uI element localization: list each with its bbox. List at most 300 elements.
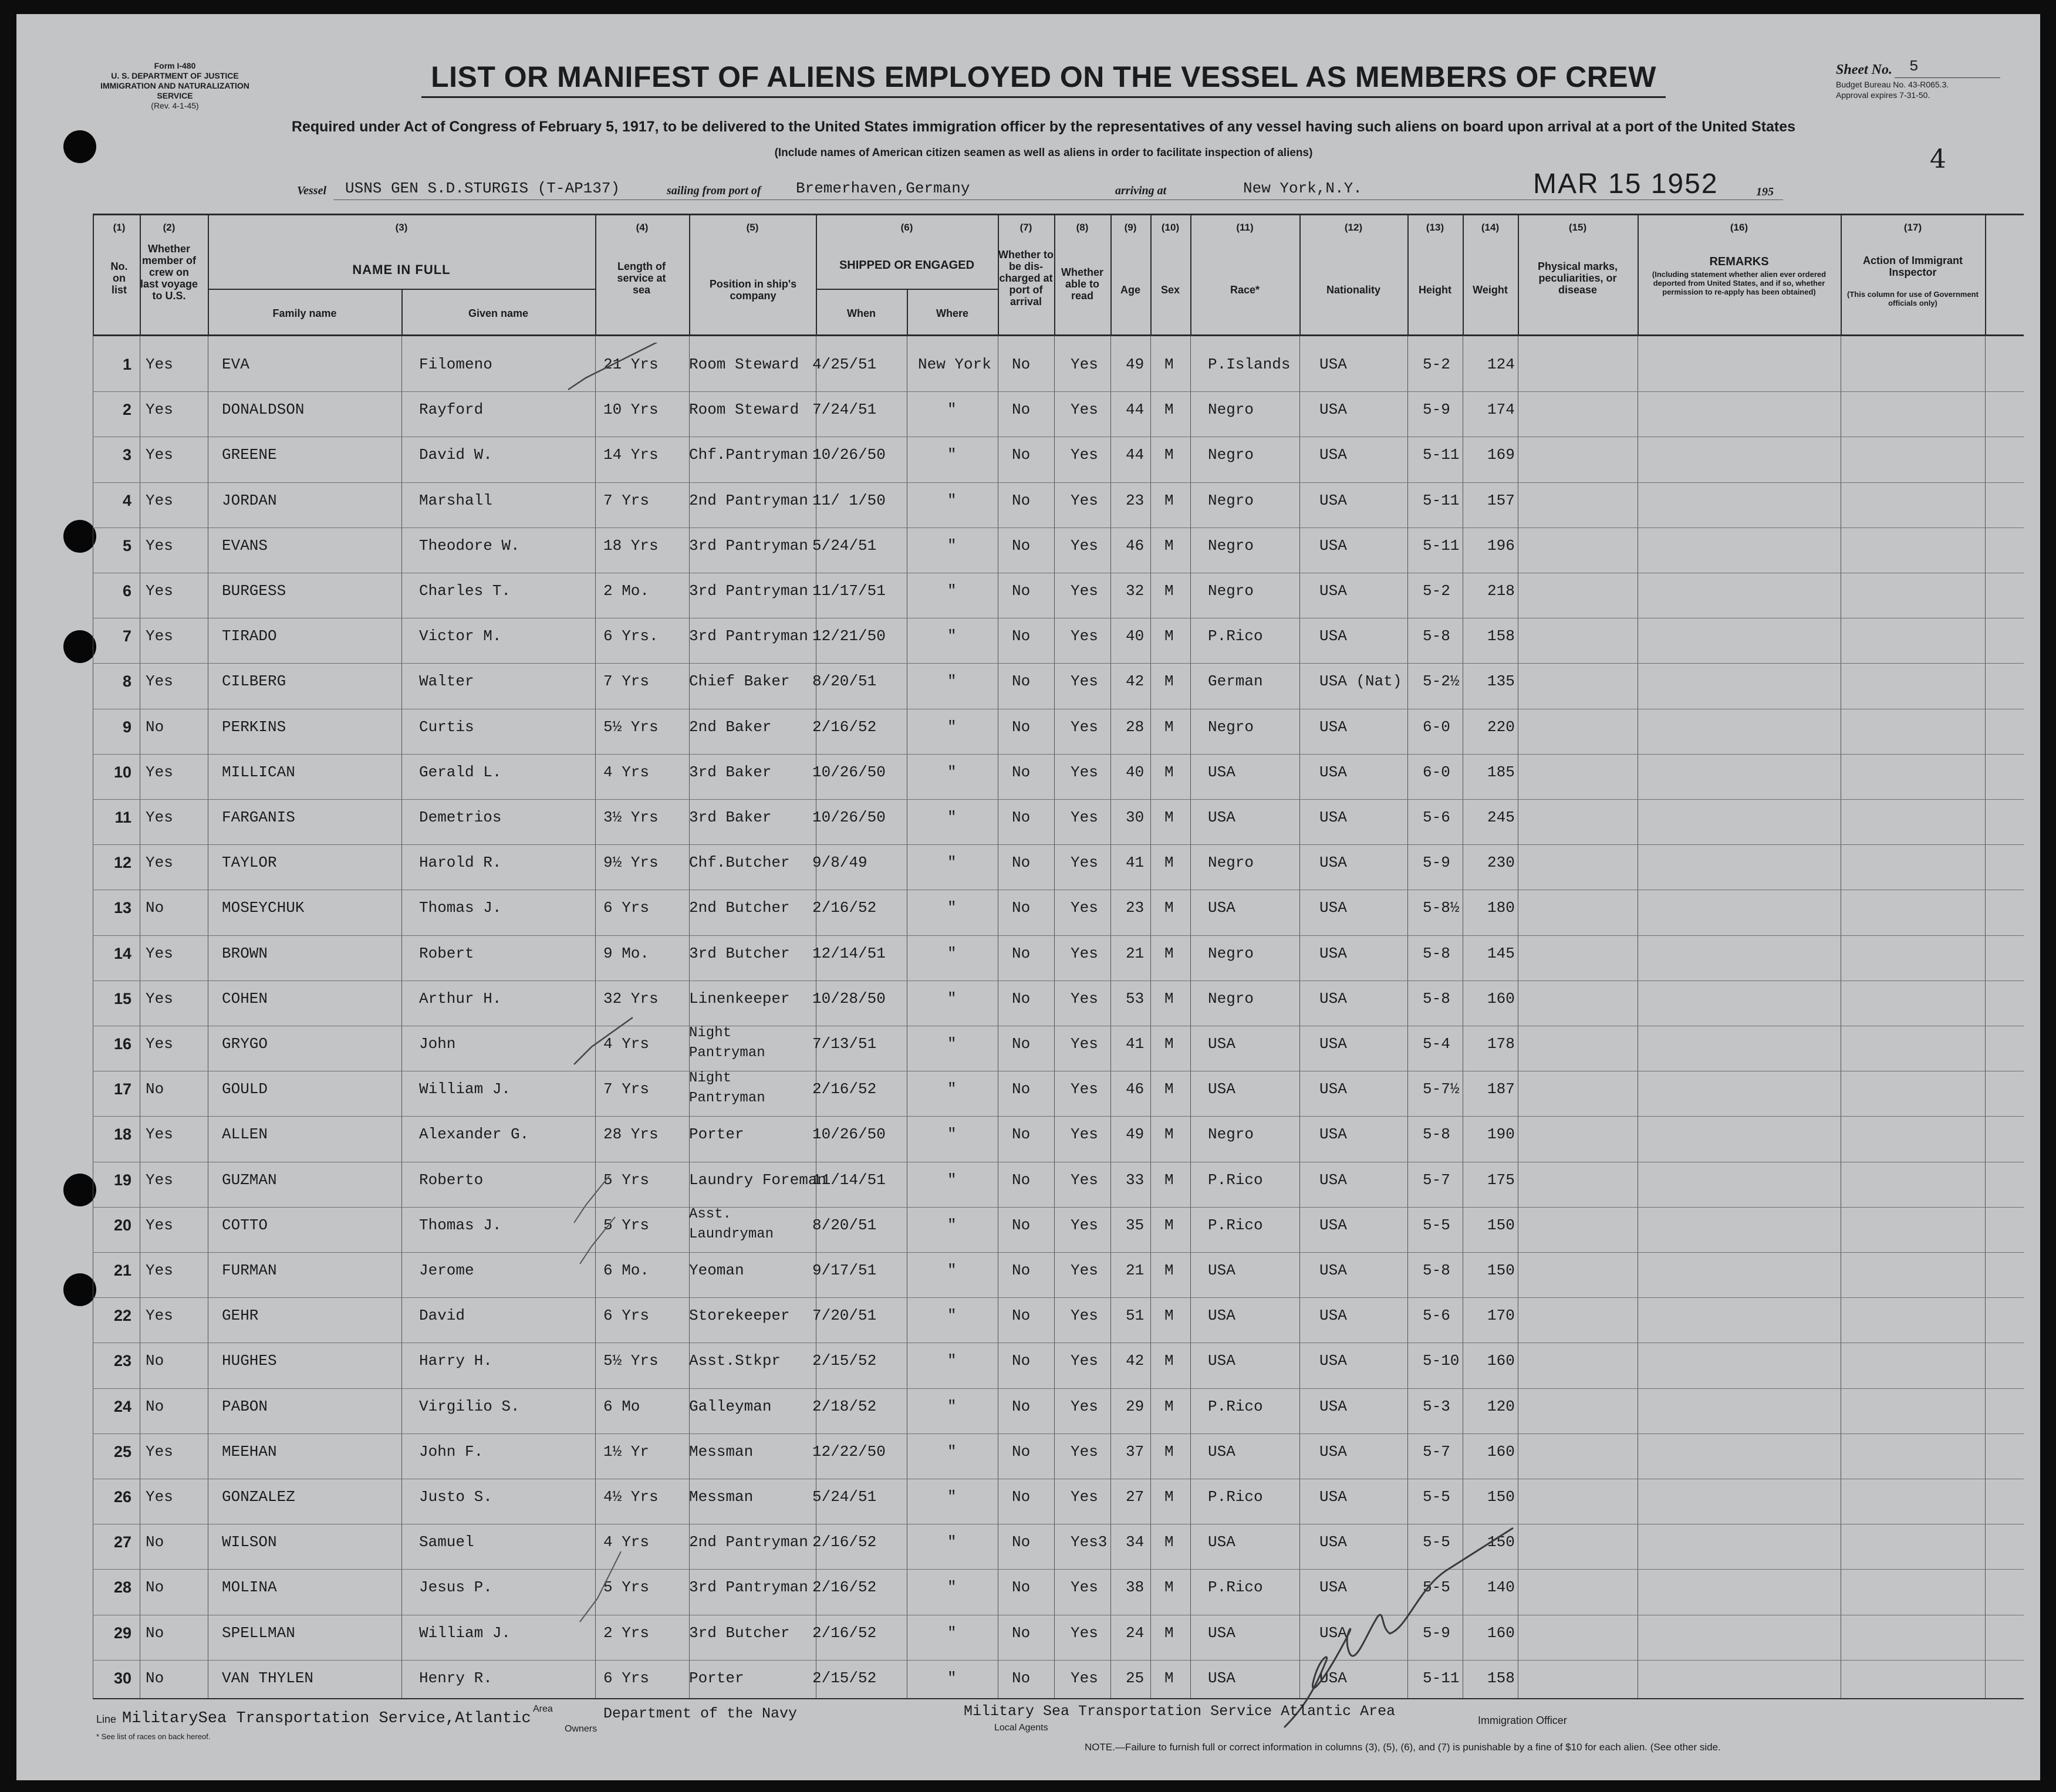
cell-discharged: No [1012,672,1031,691]
arriving-port: New York,N.Y. [1243,180,1362,197]
cell-shipped-where: " [947,582,957,600]
manifest-sheet [16,14,2040,1780]
punch-hole [63,130,96,163]
cell-age: 21 [1126,1262,1145,1279]
cell-prev-voyage: Yes [146,1488,173,1506]
col-12-number: (12) [1344,222,1363,233]
races-footnote: * See list of races on back hereof. [96,1732,211,1741]
cell-prev-voyage: Yes [146,536,173,554]
cell-race: USA [1208,1624,1235,1642]
corner-mark: 4 [1930,144,1946,174]
cell-age: 28 [1126,718,1145,736]
cell-age: 37 [1126,1442,1145,1460]
cell-row-number: 4 [122,491,131,509]
cell-discharged: No [1012,582,1031,600]
cell-prev-voyage: Yes [146,1442,173,1460]
cell-prev-voyage: Yes [146,989,173,1007]
cell-height: 5-7 [1423,1442,1450,1460]
cell-given-name: Jesus P. [419,1578,492,1597]
cell-shipped-when: 12/22/50 [812,1442,886,1460]
cell-age: 34 [1126,1533,1145,1551]
cell-row-number: 6 [122,582,131,600]
column-divider-body [401,336,402,1698]
cell-age: 23 [1126,899,1145,917]
cell-age: 51 [1126,1307,1145,1325]
cell-service-length: 32 Yrs [603,989,659,1007]
cell-shipped-when: 2/16/52 [812,1533,877,1551]
line-value: MilitarySea Transportation Service,Atlantic [122,1710,531,1727]
cell-age: 41 [1126,1035,1145,1053]
cell-weight: 196 [1487,536,1515,554]
cell-shipped-where: " [947,1442,957,1460]
cell-service-length: 6 Yrs [603,1669,650,1687]
cell-family-name: MOSEYCHUK [222,899,305,917]
cell-height: 5-7½ [1423,1080,1460,1098]
cell-position: 3rd Pantryman [689,582,808,600]
cell-sex: M [1164,899,1174,917]
cell-nationality: USA [1319,718,1347,736]
cell-given-name: Rayford [419,401,484,419]
cell-family-name: BURGESS [222,582,286,600]
cell-shipped-where: " [947,1488,957,1506]
cell-height: 5-8 [1423,1262,1450,1279]
cell-able-to-read: Yes [1071,763,1098,781]
row-divider [93,1660,2024,1661]
cell-able-to-read: Yes [1071,1442,1098,1460]
cell-family-name: TIRADO [222,627,277,645]
cell-weight: 230 [1487,854,1515,872]
cell-given-name: Filomeno [419,356,492,373]
cell-race: P.Rico [1208,1216,1263,1234]
col-13-number: (13) [1426,222,1444,233]
row-divider [93,1207,2024,1208]
cell-family-name: PABON [222,1397,268,1415]
cell-able-to-read: Yes [1071,1397,1098,1415]
cell-nationality: USA [1319,1080,1347,1098]
cell-family-name: TAYLOR [222,854,277,872]
cell-age: 25 [1126,1669,1145,1687]
cell-height: 6-0 [1423,718,1450,736]
cell-shipped-when: 5/24/51 [812,1488,877,1506]
cell-nationality: USA [1319,491,1347,509]
column-divider-body [1985,336,1986,1698]
cell-service-length: 10 Yrs [603,401,659,419]
cell-given-name: Harry H. [419,1352,492,1370]
cell-height: 5-4 [1423,1035,1450,1053]
cell-discharged: No [1012,809,1031,826]
cell-discharged: No [1012,718,1031,736]
cell-position: Yeoman [689,1262,744,1279]
cell-height: 5-2½ [1423,672,1460,691]
cell-family-name: GUZMAN [222,1171,277,1189]
cell-prev-voyage: Yes [146,1216,173,1234]
col-14-header: Weight [1473,284,1508,296]
cell-discharged: No [1012,1669,1031,1687]
cell-service-length: 14 Yrs [603,446,659,464]
cell-weight: 135 [1487,672,1515,691]
cell-position: Room Steward [689,401,799,419]
cell-service-length: 2 Mo. [603,582,650,600]
cell-able-to-read: Yes [1071,1035,1098,1053]
cell-prev-voyage: Yes [146,627,173,645]
department-name: U. S. DEPARTMENT OF JUSTICE [111,71,239,80]
col-8-number: (8) [1076,222,1089,233]
cell-service-length: 4½ Yrs [603,1488,659,1506]
cell-sex: M [1164,763,1174,781]
owners-value: Department of the Navy [603,1705,798,1722]
cell-discharged: No [1012,401,1031,419]
cell-shipped-when: 7/20/51 [812,1307,877,1325]
cell-discharged: No [1012,989,1031,1007]
cell-height: 5-5 [1423,1533,1450,1551]
cell-shipped-where: " [947,944,957,962]
cell-row-number: 26 [113,1488,131,1506]
cell-age: 42 [1126,672,1145,691]
budget-bureau-number: Budget Bureau No. 43-R065.3. [1836,80,1949,89]
cell-given-name: John [419,1035,456,1053]
cell-given-name: Virgilio S. [419,1397,520,1415]
col-4-number: (4) [636,222,649,233]
row-divider [93,1252,2024,1253]
cell-race: USA [1208,1307,1235,1325]
cell-family-name: FARGANIS [222,809,295,826]
col-16-note: (Including statement whether alien ever ordered deported from United States, and if so, whether permission to re-apply has been obtained) [1652,270,1827,296]
cell-discharged: No [1012,763,1031,781]
cell-height: 6-0 [1423,763,1450,781]
cell-discharged: No [1012,356,1031,373]
cell-discharged: No [1012,536,1031,554]
cell-given-name: Jerome [419,1262,474,1279]
cell-race: USA [1208,763,1235,781]
col-3a-header: Family name [272,307,337,319]
cell-discharged: No [1012,854,1031,872]
cell-discharged: No [1012,1262,1031,1279]
cell-weight: 160 [1487,989,1515,1007]
col-9-number: (9) [1124,222,1137,233]
cell-height: 5-9 [1423,401,1450,419]
cell-family-name: MOLINA [222,1578,277,1597]
cell-weight: 124 [1487,356,1515,373]
col-3b-header: Given name [468,307,529,319]
cell-shipped-where: " [947,491,957,509]
cell-shipped-when: 2/16/52 [812,718,877,736]
cell-row-number: 29 [113,1624,131,1642]
cell-race: Negro [1208,536,1254,554]
cell-age: 35 [1126,1216,1145,1234]
sheet-number-underline [1895,77,2000,78]
col-7-number: (7) [1019,222,1032,233]
cell-row-number: 25 [113,1442,131,1460]
row-divider [93,663,2024,664]
col-11-number: (11) [1236,222,1254,233]
cell-nationality: USA [1319,1307,1347,1325]
approval-expiry: Approval expires 7-31-50. [1836,90,1930,100]
cell-row-number: 19 [113,1171,131,1189]
cell-height: 5-8 [1423,627,1450,645]
cell-family-name: MEEHAN [222,1442,277,1460]
cell-age: 46 [1126,1080,1145,1098]
cell-height: 5-8 [1423,989,1450,1007]
vessel-name: USNS GEN S.D.STURGIS (T-AP137) [345,180,620,197]
cell-shipped-when: 2/16/52 [812,1578,877,1597]
agents-label: Local Agents [994,1723,1048,1733]
cell-service-length: 6 Mo [603,1397,640,1415]
cell-sex: M [1164,1125,1174,1144]
cell-given-name: Harold R. [419,854,502,872]
cell-prev-voyage: No [146,1080,164,1098]
cell-row-number: 13 [113,899,131,917]
cell-shipped-when: 10/26/50 [812,446,886,464]
cell-family-name: VAN THYLEN [222,1669,314,1687]
cell-height: 5-11 [1423,446,1460,464]
cell-height: 5-7 [1423,1171,1450,1189]
cell-weight: 140 [1487,1578,1515,1597]
cell-able-to-read: Yes [1071,1669,1098,1687]
cell-able-to-read: Yes [1071,809,1098,826]
cell-age: 30 [1126,809,1145,826]
cell-able-to-read: Yes [1071,854,1098,872]
cell-race: P.Rico [1208,1488,1263,1506]
col-12-header: Nationality [1326,284,1380,296]
cell-shipped-when: 2/16/52 [812,899,877,917]
cell-shipped-when: 8/20/51 [812,1216,877,1234]
cell-weight: 157 [1487,491,1515,509]
cell-nationality: USA [1319,1669,1347,1687]
col-3-header: NAME IN FULL [352,262,451,277]
cell-height: 5-9 [1423,854,1450,872]
cell-shipped-when: 12/21/50 [812,627,886,645]
cell-discharged: No [1012,446,1031,464]
sailing-from-label: sailing from port of [667,184,761,197]
cell-position: Night Pantryman [689,1025,765,1061]
cell-able-to-read: Yes [1071,1624,1098,1642]
cell-given-name: Alexander G. [419,1125,529,1144]
punch-hole [63,630,96,663]
cell-service-length: 6 Yrs [603,899,650,917]
cell-height: 5-2 [1423,356,1450,373]
cell-nationality: USA [1319,809,1347,826]
cell-service-length: 6 Yrs. [603,627,659,645]
cell-race: USA [1208,1262,1235,1279]
cell-prev-voyage: Yes [146,1035,173,1053]
cell-race: P.Rico [1208,1397,1263,1415]
row-divider [93,799,2024,800]
cell-service-length: 5 Yrs [603,1578,650,1597]
cell-weight: 175 [1487,1171,1515,1189]
form-number: Form I-480 [154,61,196,70]
cell-prev-voyage: Yes [146,763,173,781]
cell-given-name: David [419,1307,465,1325]
cell-service-length: 5 Yrs [603,1216,650,1234]
row-divider [93,482,2024,483]
cell-row-number: 27 [113,1533,131,1551]
cell-nationality: USA [1319,854,1347,872]
cell-race: P.Rico [1208,1171,1263,1189]
cell-given-name: William J. [419,1080,511,1098]
cell-nationality: USA [1319,1533,1347,1551]
cell-able-to-read: Yes [1071,582,1098,600]
cell-sex: M [1164,1578,1174,1597]
cell-weight: 150 [1487,1262,1515,1279]
cell-row-number: 2 [122,401,131,419]
cell-prev-voyage: Yes [146,854,173,872]
cell-race: Negro [1208,582,1254,600]
cell-able-to-read: Yes [1071,491,1098,509]
cell-able-to-read: Yes [1071,356,1098,373]
cell-row-number: 14 [113,944,131,962]
cell-prev-voyage: Yes [146,809,173,826]
cell-age: 24 [1126,1624,1145,1642]
cell-prev-voyage: Yes [146,446,173,464]
cell-position: Night Pantryman [689,1070,765,1107]
cell-family-name: GOULD [222,1080,268,1098]
cell-shipped-where: " [947,1533,957,1551]
column-divider-body [1407,336,1408,1698]
cell-service-length: 4 Yrs [603,763,650,781]
cell-family-name: FURMAN [222,1262,277,1279]
cell-shipped-when: 12/14/51 [812,944,886,962]
cell-row-number: 30 [113,1669,131,1687]
row-divider [93,754,2024,755]
cell-age: 23 [1126,491,1145,509]
cell-able-to-read: Yes [1071,446,1098,464]
cell-shipped-when: 2/15/52 [812,1352,877,1370]
cell-discharged: No [1012,899,1031,917]
cell-row-number: 17 [113,1080,131,1098]
cell-nationality: USA [1319,1624,1347,1642]
cell-weight: 158 [1487,627,1515,645]
cell-given-name: Arthur H. [419,989,502,1007]
page-title: LIST OR MANIFEST OF ALIENS EMPLOYED ON THE VESSEL AS MEMBERS OF CREW [431,60,1656,93]
cell-row-number: 15 [113,989,131,1007]
cell-shipped-when: 11/14/51 [812,1171,886,1189]
row-divider [93,1433,2024,1434]
cell-given-name: Samuel [419,1533,474,1551]
col-5-header: Position in ship's company [709,278,797,302]
cell-family-name: EVANS [222,536,268,554]
cell-given-name: Thomas J. [419,899,502,917]
cell-row-number: 12 [113,854,131,872]
cell-sex: M [1164,491,1174,509]
cell-weight: 178 [1487,1035,1515,1053]
col-17-header: Action of Immigrant Inspector [1863,255,1963,278]
cell-given-name: Walter [419,672,474,691]
cell-row-number: 28 [113,1578,131,1597]
cell-race: Negro [1208,1125,1254,1144]
page-subnote: (Include names of American citizen seamen as well as aliens in order to facilitate inspection of aliens) [774,147,1313,159]
cell-given-name: Charles T. [419,582,511,600]
cell-row-number: 10 [113,763,131,781]
cell-family-name: ALLEN [222,1125,268,1144]
cell-height: 5-6 [1423,1307,1450,1325]
col-3-number: (3) [395,222,408,233]
col-4-header: Length of service at sea [617,261,666,296]
cell-family-name: HUGHES [222,1352,277,1370]
cell-discharged: No [1012,627,1031,645]
cell-shipped-when: 10/26/50 [812,1125,886,1144]
col-15-number: (15) [1568,222,1587,233]
cell-discharged: No [1012,1578,1031,1597]
cell-height: 5-10 [1423,1352,1460,1370]
col-15-header: Physical marks, peculiarities, or disease [1537,261,1618,296]
cell-sex: M [1164,1035,1174,1053]
cell-weight: 160 [1487,1624,1515,1642]
cell-race: Negro [1208,446,1254,464]
cell-service-length: 4 Yrs [603,1035,650,1053]
cell-discharged: No [1012,1488,1031,1506]
cell-row-number: 21 [113,1262,131,1279]
cell-able-to-read: Yes [1071,1488,1098,1506]
cell-able-to-read: Yes [1071,1307,1098,1325]
cell-race: Negro [1208,854,1254,872]
cell-discharged: No [1012,1080,1031,1098]
form-info [87,61,263,111]
cell-race: USA [1208,1035,1235,1053]
cell-sex: M [1164,944,1174,962]
cell-position: Porter [689,1125,744,1144]
cell-nationality: USA [1319,1035,1347,1053]
cell-nationality: USA [1319,1352,1347,1370]
col-6-header: SHIPPED OR ENGAGED [839,259,975,272]
cell-family-name: COHEN [222,989,268,1007]
col-13-header: Height [1419,284,1451,296]
cell-discharged: No [1012,1035,1031,1053]
cell-given-name: John F. [419,1442,484,1460]
cell-age: 29 [1126,1397,1145,1415]
cell-sex: M [1164,356,1174,373]
cell-prev-voyage: Yes [146,1171,173,1189]
sailing-port: Bremerhaven,Germany [796,180,970,197]
row-divider [93,1569,2024,1570]
cell-family-name: WILSON [222,1533,277,1551]
cell-shipped-when: 10/28/50 [812,989,886,1007]
cell-nationality: USA [1319,356,1347,373]
cell-prev-voyage: No [146,1624,164,1642]
cell-given-name: Victor M. [419,627,502,645]
col-2-header: Whether member of crew on last voyage to U.S. [140,243,198,302]
cell-prev-voyage: Yes [146,356,173,373]
cell-prev-voyage: No [146,1578,164,1597]
cell-height: 5-8 [1423,1125,1450,1144]
cell-prev-voyage: Yes [146,1262,173,1279]
cell-weight: 220 [1487,718,1515,736]
col-6-number: (6) [900,222,913,233]
cell-weight: 169 [1487,446,1515,464]
cell-race: USA [1208,1442,1235,1460]
cell-position: Room Steward [689,356,799,373]
cell-able-to-read: Yes [1071,718,1098,736]
cell-service-length: 4 Yrs [603,1533,650,1551]
cell-race: USA [1208,809,1235,826]
officer-label: Immigration Officer [1478,1715,1567,1726]
title-underline [421,96,1666,98]
cell-nationality: USA [1319,1262,1347,1279]
cell-age: 49 [1126,1125,1145,1144]
cell-shipped-when: 11/ 1/50 [812,491,886,509]
row-divider [93,1388,2024,1389]
cell-position: 2nd Pantryman [689,1533,808,1551]
cell-race: Negro [1208,718,1254,736]
cell-sex: M [1164,672,1174,691]
cell-shipped-when: 8/20/51 [812,672,877,691]
cell-nationality: USA [1319,1171,1347,1189]
cell-family-name: EVA [222,356,249,373]
cell-service-length: 7 Yrs [603,1080,650,1098]
page-subtitle: Required under Act of Congress of February 5, 1917, to be delivered to the United States immigration officer by the representatives of any vessel having such aliens on board upon arrival at a port of the United States [291,119,1796,135]
cell-shipped-when: 5/24/51 [812,536,877,554]
cell-able-to-read: Yes [1071,899,1098,917]
col-9-header: Age [1120,284,1140,296]
